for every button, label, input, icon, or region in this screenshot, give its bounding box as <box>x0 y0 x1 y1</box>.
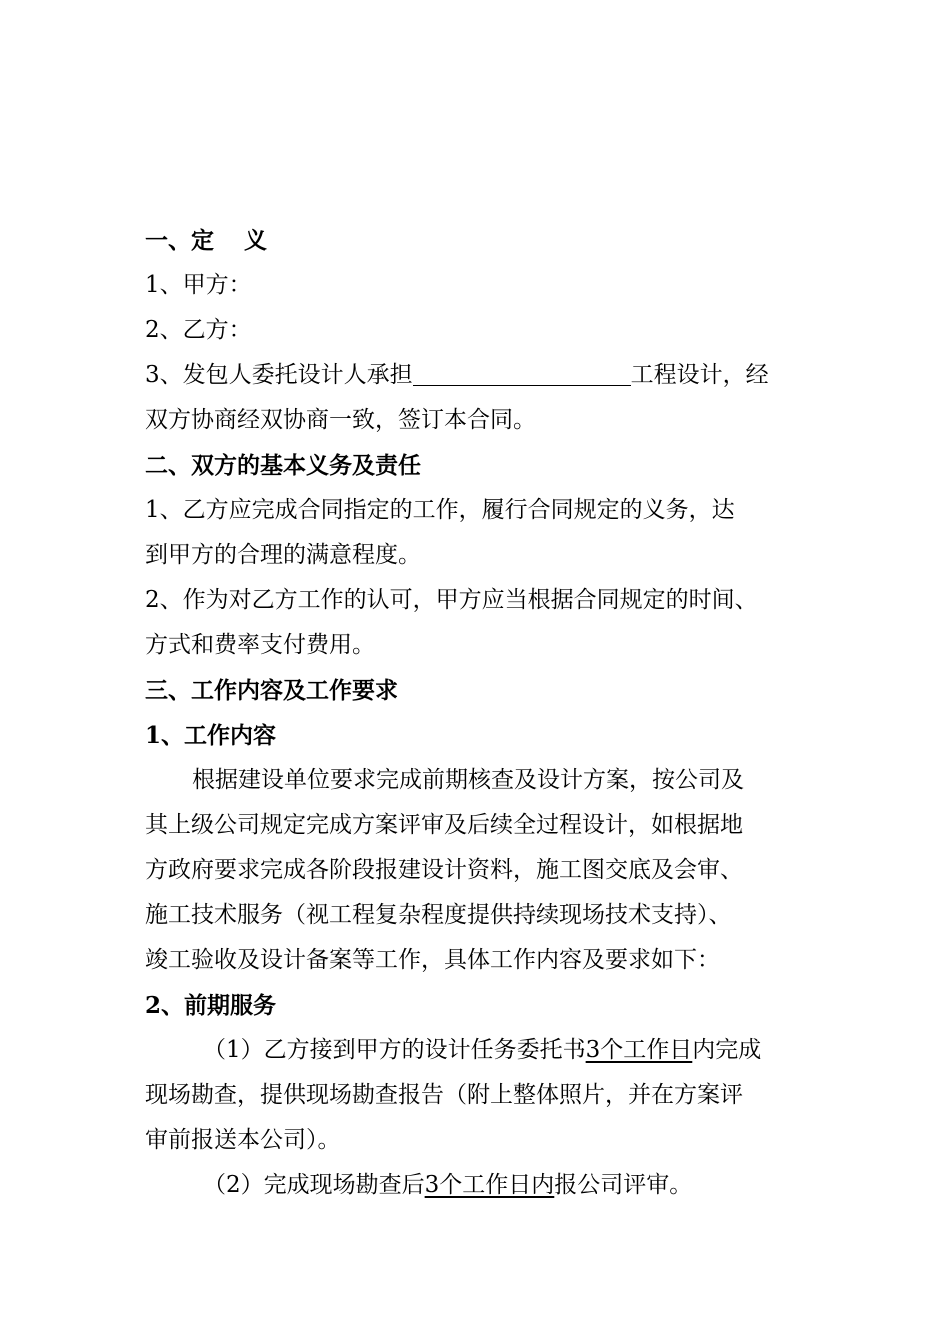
work-content-line-3: 方政府要求完成各阶段报建设计资料，施工图交底及会审、 <box>145 857 743 883</box>
section-2-heading: 二、双方的基本义务及责任 <box>145 452 421 479</box>
item-1-line-2: 现场勘查，提供现场勘查报告（附上整体照片，并在方案评 <box>145 1082 743 1108</box>
obligation-1-line-2: 到甲方的合理的满意程度。 <box>145 542 421 568</box>
item-2-text-b: 报公司评审。 <box>554 1172 693 1198</box>
work-content-line-4: 施工技术服务（视工程复杂程度提供持续现场技术支持）、 <box>145 902 732 928</box>
item-2-line-1 <box>145 1163 835 1208</box>
party-b-line: 2、乙方： <box>145 317 252 343</box>
commission-line-2: 双方协商经双协商一致，签订本合同。 <box>145 407 536 433</box>
commission-text-b: 工程设计，经 <box>630 362 769 388</box>
item-2-deadline: 3个工作日内 <box>424 1172 555 1198</box>
party-a-line: 1、甲方： <box>145 272 252 298</box>
heading-part-a: 一、定 <box>145 227 214 254</box>
item-1-deadline: 3个工作日 <box>585 1037 693 1063</box>
commission-text-a: 3、发包人委托设计人承担 <box>145 362 413 388</box>
heading-part-b: 义 <box>244 227 267 254</box>
work-content-line-1: 根据建设单位要求完成前期核查及设计方案，按公司及 <box>192 767 744 793</box>
obligation-2-line-2: 方式和费率支付费用。 <box>145 632 375 658</box>
work-content-line-2: 其上级公司规定完成方案评审及后续全过程设计，如根据地 <box>145 812 743 838</box>
section-3-heading: 三、工作内容及工作要求 <box>145 677 398 704</box>
obligation-2-line-1: 2、作为对乙方工作的认可，甲方应当根据合同规定的时间、 <box>145 587 758 613</box>
obligation-1-line-1: 1、乙方应完成合同指定的工作，履行合同规定的义务，达 <box>145 497 735 523</box>
preliminary-service-heading: 2、前期服务 <box>145 992 277 1019</box>
item-1-line-1 <box>145 1028 835 1073</box>
document-page <box>145 218 835 1208</box>
work-content-heading: 1、工作内容 <box>145 722 277 749</box>
item-1-text-a: （1）乙方接到甲方的设计任务委托书 <box>203 1037 586 1063</box>
item-2-text-a: （2）完成现场勘查后 <box>203 1172 425 1198</box>
commission-line <box>145 353 835 398</box>
item-1-line-3: 审前报送本公司）。 <box>145 1127 341 1153</box>
project-name-blank <box>413 359 631 386</box>
section-1-heading <box>145 218 835 263</box>
item-1-text-b: 内完成 <box>692 1037 762 1063</box>
work-content-line-5: 竣工验收及设计备案等工作，具体工作内容及要求如下： <box>145 947 720 973</box>
